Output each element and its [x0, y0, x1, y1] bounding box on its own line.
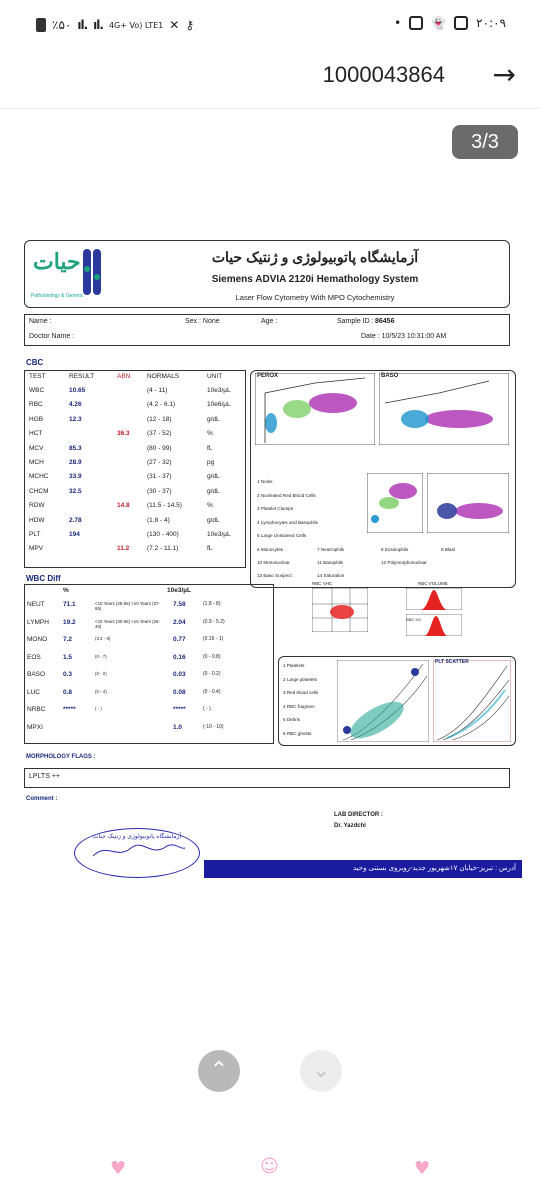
- wbc-cell-pct: *****: [63, 706, 76, 713]
- page-indicator: 3/3: [452, 125, 518, 159]
- wbc-cell-pct-norm: (0 - 4): [95, 688, 107, 694]
- legend-item: 2 Nucleated Red Blood Cells: [257, 492, 316, 498]
- cbc-header-cell: UNIT: [207, 373, 223, 380]
- cbc-cell-result: 33.9: [69, 473, 82, 481]
- status-right: [394, 16, 506, 30]
- wbc-cell-abs: 0.77: [173, 636, 186, 643]
- wbc-cell-abs-norm: ( - ): [203, 706, 211, 712]
- cbc-cell-abn: 11.2: [117, 545, 130, 553]
- legend-grid-item: 12 Polymorphonuclear: [381, 560, 427, 565]
- cbc-cell-result: 2.78: [69, 516, 82, 524]
- cbc-row: [25, 545, 245, 557]
- plt-scatter-label: PLT SCATTER: [435, 659, 469, 665]
- cbc-cell-normals: (27 - 32): [147, 459, 172, 466]
- cbc-cell-normals: (12 - 18): [147, 415, 172, 423]
- sample-id-label: Sample ID :: [337, 318, 374, 325]
- legend-grid-item: 6 Monocytes: [257, 547, 284, 552]
- viewer-toolbar: [0, 52, 540, 109]
- cbc-cell-test: RBC: [29, 401, 43, 409]
- cell-legend: [257, 475, 377, 543]
- cbc-cell-unit: 10e6/µL: [207, 401, 231, 409]
- logo-mark-icon: [81, 247, 103, 297]
- lab-director-name: Dr. Yazdchi: [334, 823, 366, 829]
- wbc-row: [25, 689, 273, 701]
- wbc-diff-title: WBC Diff: [26, 574, 61, 583]
- cbc-header-cell: ABN: [117, 373, 131, 380]
- system-title: Siemens ADVIA 2120i Hemathology System: [211, 274, 419, 285]
- perox-small-scattergram: [367, 473, 423, 533]
- cbc-cell-result: 28.9: [69, 459, 82, 466]
- cbc-cell-test: MPV: [29, 545, 44, 553]
- cbc-header-cell: RESULT: [69, 373, 95, 380]
- morphology-title: MORPHOLOGY FLAGS :: [26, 754, 96, 760]
- rbc-vhc-scattergram: [312, 588, 368, 632]
- wbc-cell-test: NEUT: [27, 601, 45, 608]
- cbc-cell-unit: g/dL: [207, 487, 220, 495]
- cbc-cell-test: RDW: [29, 502, 45, 510]
- wbc-cell-test: NRBC: [27, 706, 46, 713]
- cbc-row: [25, 445, 245, 457]
- legend-item: 5 Large Unstained Cells: [257, 533, 307, 538]
- sample-id: 86456: [375, 318, 395, 325]
- baso-scattergram: [379, 373, 509, 445]
- wbc-cell-pct: 19.2: [63, 618, 76, 626]
- cat-face-icon: ☺: [260, 1156, 279, 1177]
- cbc-cell-result: 4.26: [69, 401, 82, 409]
- cbc-cell-test: WBC: [29, 387, 45, 394]
- status-bar: [0, 0, 540, 52]
- comment-label: Comment :: [26, 796, 58, 802]
- wbc-cell-abs: 7.58: [173, 601, 186, 608]
- chevron-down-icon: ⌄: [311, 1058, 331, 1083]
- cbc-cell-normals: (80 - 99): [147, 444, 172, 452]
- wbc-cell-pct-norm: <10 Years (30-65) >10 Years (25-40): [95, 618, 160, 629]
- cbc-cell-test: HGB: [29, 415, 44, 423]
- cbc-cell-normals: (1.8 - 4): [147, 516, 170, 524]
- lab-title: آزمایشگاه پاتوبیولوژی و ژنتیک حیات: [211, 249, 419, 265]
- baso-label: BASO: [381, 373, 399, 379]
- wbc-row: [25, 724, 273, 736]
- cbc-row: [25, 531, 245, 543]
- cbc-row: [25, 517, 245, 529]
- wbc-cell-abs: 0.16: [173, 653, 186, 661]
- cell-legend-grid: [257, 547, 511, 586]
- wbc-cell-pct-norm: (0 - 7): [95, 653, 107, 659]
- cbc-header-row: [25, 373, 245, 385]
- wbc-cell-pct: 71.1: [63, 601, 76, 608]
- wbc-cell-test: MONO: [27, 636, 48, 643]
- baso-small-scattergram: [427, 473, 509, 533]
- heart-icon-2: ♥: [414, 1158, 431, 1179]
- signal-icon-2: ıl.: [93, 18, 103, 32]
- wbc-cell-abs: 0.03: [173, 671, 186, 678]
- cbc-cell-test: CHCM: [29, 487, 49, 495]
- cbc-cell-normals: (4.2 - 6.1): [147, 401, 176, 409]
- legend-grid-item: 14 Saturation: [317, 573, 345, 578]
- cbc-row: [25, 488, 245, 500]
- lab-director-label: LAB DIRECTOR :: [334, 812, 383, 818]
- date-label: Date : 10/5/23 10:31:00 AM: [361, 333, 447, 340]
- cbc-row: [25, 459, 245, 471]
- cbc-cell-test: MCH: [29, 459, 44, 466]
- wbc-cell-abs: 1.0: [173, 723, 183, 731]
- key-icon: ⚷: [185, 18, 195, 32]
- cbc-row: [25, 401, 245, 413]
- wbc-cell-abs-norm: (1.8 - 8): [203, 601, 221, 607]
- legend-grid-item: 9 Blast: [441, 547, 456, 552]
- wbc-cell-test: LUC: [27, 688, 41, 696]
- wbc-cell-pct-norm: <10 Years (25-55) >10 Years (37-65): [95, 601, 160, 611]
- cbc-cell-unit: %: [207, 430, 213, 438]
- wbc-cell-test: BASO: [27, 671, 46, 678]
- legend-grid-item: 11 Basophils: [317, 560, 343, 565]
- wbc-cell-abs-norm: (0.16 - 1): [203, 636, 224, 642]
- network-text: 4G+ Vo) LTE1: [108, 20, 164, 30]
- wbc-row: [25, 601, 273, 613]
- cbc-cell-unit: g/dL: [207, 415, 220, 423]
- platelet-legend-item: 1 Platelets: [283, 663, 305, 668]
- cbc-cell-normals: (30 - 37): [147, 487, 172, 495]
- clock-time: ۲۰:۰۹: [476, 16, 506, 30]
- cbc-cell-result: 10.65: [69, 387, 86, 394]
- cbc-row: [25, 430, 245, 442]
- wbc-cell-abs-norm: (0 - 0.4): [203, 688, 221, 695]
- report-header: [24, 240, 510, 308]
- wbc-cell-pct: 7.2: [63, 636, 73, 643]
- battery-icon: [36, 18, 46, 32]
- cbc-cell-unit: 10e3/µL: [207, 531, 231, 538]
- previous-page-button[interactable]: [198, 1050, 240, 1092]
- platelet-legend: [283, 659, 337, 740]
- instagram-icon: [409, 16, 423, 30]
- logo-subtitle: Pathobiology & Genetic: [31, 293, 84, 299]
- cbc-cell-normals: (37 - 52): [147, 430, 172, 438]
- wbc-row: [25, 619, 273, 631]
- dot-icon: •: [394, 16, 402, 30]
- legend-grid-item: 13 Baso Suspect: [257, 573, 292, 578]
- wbc-cell-abs-norm: (0.9 - 5.2): [203, 618, 225, 625]
- wbc-row: [25, 706, 273, 718]
- legend-grid-item: 10 Mononuclear: [257, 560, 290, 565]
- rbc-vhc-label: RBC VHC: [312, 581, 333, 586]
- cbc-row: [25, 502, 245, 514]
- cbc-table: [24, 370, 246, 568]
- wbc-cell-abs: 2.04: [173, 618, 186, 626]
- cbc-row: [25, 387, 245, 399]
- cbc-cell-normals: (31 - 37): [147, 473, 172, 481]
- wbc-cell-test: EOS: [27, 653, 41, 661]
- cbc-cell-unit: 10e3/µL: [207, 387, 231, 394]
- cbc-header-cell: NORMALS: [147, 373, 180, 380]
- wbc-cell-pct: 0.3: [63, 671, 73, 678]
- wbc-header-row: [25, 587, 273, 599]
- mute-icon: ✕: [169, 18, 180, 32]
- doctor-label: Doctor Name :: [29, 333, 75, 340]
- cbc-cell-unit: g/dL: [207, 473, 220, 481]
- legend-item: 3 Platelet Clumps: [257, 506, 294, 511]
- platelet-legend-item: 5 Debris: [283, 717, 301, 722]
- patient-info: [24, 314, 510, 346]
- wbc-row: [25, 636, 273, 648]
- lab-stamp: [74, 828, 200, 878]
- cbc-header-cell: TEST: [29, 373, 46, 380]
- legend-grid-row: [257, 573, 511, 586]
- file-name: 1000043864: [322, 62, 445, 87]
- wbc-cell-pct-norm: ( - ): [95, 706, 102, 711]
- cbc-cell-test: PLT: [29, 531, 41, 538]
- wbc-cell-abs-norm: (0 - 0.2): [203, 671, 221, 677]
- lab-logo: حیات: [33, 249, 81, 274]
- platelet-legend-item: 3 Red blood cells: [283, 690, 319, 695]
- lab-report: [18, 236, 522, 876]
- address-bar: آدرس : تبریز-خیابان ۱۷شهریور جدید-روبروی بستنی وحید: [204, 860, 522, 878]
- wbc-cell-test: MPXI: [27, 723, 43, 731]
- scattergram-panel: [250, 370, 516, 588]
- next-page-button[interactable]: [300, 1050, 342, 1092]
- legend-grid-item: 8 Eosinophils: [381, 547, 409, 552]
- legend-grid-row: [257, 547, 511, 560]
- platelet-panel: [278, 656, 516, 746]
- wbc-cell-abs-norm: (-10 - 10): [203, 723, 224, 730]
- legend-item: 1 Noise: [257, 479, 273, 484]
- wbc-header-cell: %: [63, 587, 69, 594]
- platelet-legend-item: 2 Large platelets: [283, 676, 317, 682]
- cbc-cell-result: 32.5: [69, 487, 82, 495]
- cbc-cell-normals: (4 - 11): [147, 387, 168, 394]
- cbc-cell-result: 12.3: [69, 415, 82, 423]
- rbc-volume-histogram: [406, 588, 462, 610]
- cbc-cell-abn: 36.3: [117, 430, 130, 438]
- wbc-header-cell: 10e3/µL: [167, 587, 191, 594]
- legend-grid-item: 7 Neutrophils: [317, 547, 345, 552]
- wbc-row: [25, 654, 273, 666]
- cbc-cell-normals: (7.2 - 11.1): [147, 545, 179, 553]
- cbc-cell-test: HDW: [29, 516, 45, 524]
- rbc-hc-label: RBC HC: [406, 617, 422, 622]
- signature-mark: [87, 840, 187, 862]
- morphology-value: LPLTS ++: [29, 773, 61, 780]
- cbc-cell-normals: (11.5 - 14.5): [147, 502, 182, 510]
- wbc-cell-abs: 0.08: [173, 688, 186, 696]
- legend-item: 4 Lymphocytes and Basophils: [257, 519, 318, 525]
- wbc-cell-pct: 0.8: [63, 688, 73, 696]
- cbc-row: [25, 416, 245, 428]
- sex-label: Sex : None: [185, 318, 220, 325]
- plt-scatter-plot: [433, 660, 511, 742]
- age-label: Age :: [261, 318, 278, 325]
- legend-grid-row: [257, 560, 511, 573]
- cbc-cell-result: 194: [69, 531, 80, 538]
- platelet-scattergram: [337, 660, 429, 742]
- cbc-cell-unit: fL: [207, 444, 213, 452]
- name-label: Name :: [29, 318, 52, 325]
- battery-text: ٪۵۰: [52, 18, 72, 32]
- wbc-cell-pct: 1.5: [63, 653, 73, 661]
- snapchat-icon: 👻: [431, 16, 447, 30]
- morphology-box: [24, 768, 510, 788]
- wbc-row: [25, 671, 273, 683]
- chevron-up-icon: ⌃: [209, 1058, 229, 1083]
- cbc-cell-normals: (130 - 400): [147, 531, 179, 538]
- stamp-text: آزمایشگاه پاتوبیولوژی و ژنتیک حیات: [92, 834, 182, 840]
- platelet-legend-item: 4 RBC fragmen: [283, 703, 315, 709]
- cbc-cell-unit: g/dL: [207, 516, 220, 524]
- wbc-cell-pct-norm: (0 - 2): [95, 671, 107, 676]
- wbc-diff-table: [24, 584, 274, 744]
- signal-icon: ıl.: [77, 18, 88, 32]
- status-left: [36, 18, 194, 32]
- cbc-cell-unit: fL: [207, 545, 213, 553]
- wbc-cell-abs: *****: [173, 706, 186, 713]
- wbc-cell-pct-norm: (3.4 - 9): [95, 636, 111, 641]
- rbc-volume-label: RBC VOLUME: [418, 581, 448, 586]
- cbc-cell-result: 85.3: [69, 444, 82, 452]
- heart-icon: ♥: [110, 1158, 127, 1179]
- cbc-cell-abn: 14.8: [117, 502, 130, 510]
- system-subtitle: Laser Flow Cytometry With MPO Cytochemistry: [235, 293, 395, 302]
- cbc-cell-test: MCV: [29, 444, 44, 452]
- cbc-cell-test: HCT: [29, 430, 43, 438]
- cbc-title: CBC: [26, 358, 44, 367]
- forward-arrow-icon[interactable]: →: [492, 58, 516, 91]
- wbc-cell-test: LYMPH: [27, 618, 49, 626]
- cbc-cell-test: MCHC: [29, 473, 49, 481]
- platelet-legend-item: 6 RBC ghosts: [283, 730, 312, 736]
- perox-scattergram: [255, 373, 375, 445]
- perox-label: PEROX: [257, 373, 279, 379]
- gallery-icon: [454, 16, 468, 30]
- cbc-row: [25, 473, 245, 485]
- wbc-cell-abs-norm: (0 - 0.8): [203, 653, 221, 660]
- cbc-cell-unit: pg: [207, 459, 215, 466]
- cbc-cell-unit: %: [207, 502, 213, 510]
